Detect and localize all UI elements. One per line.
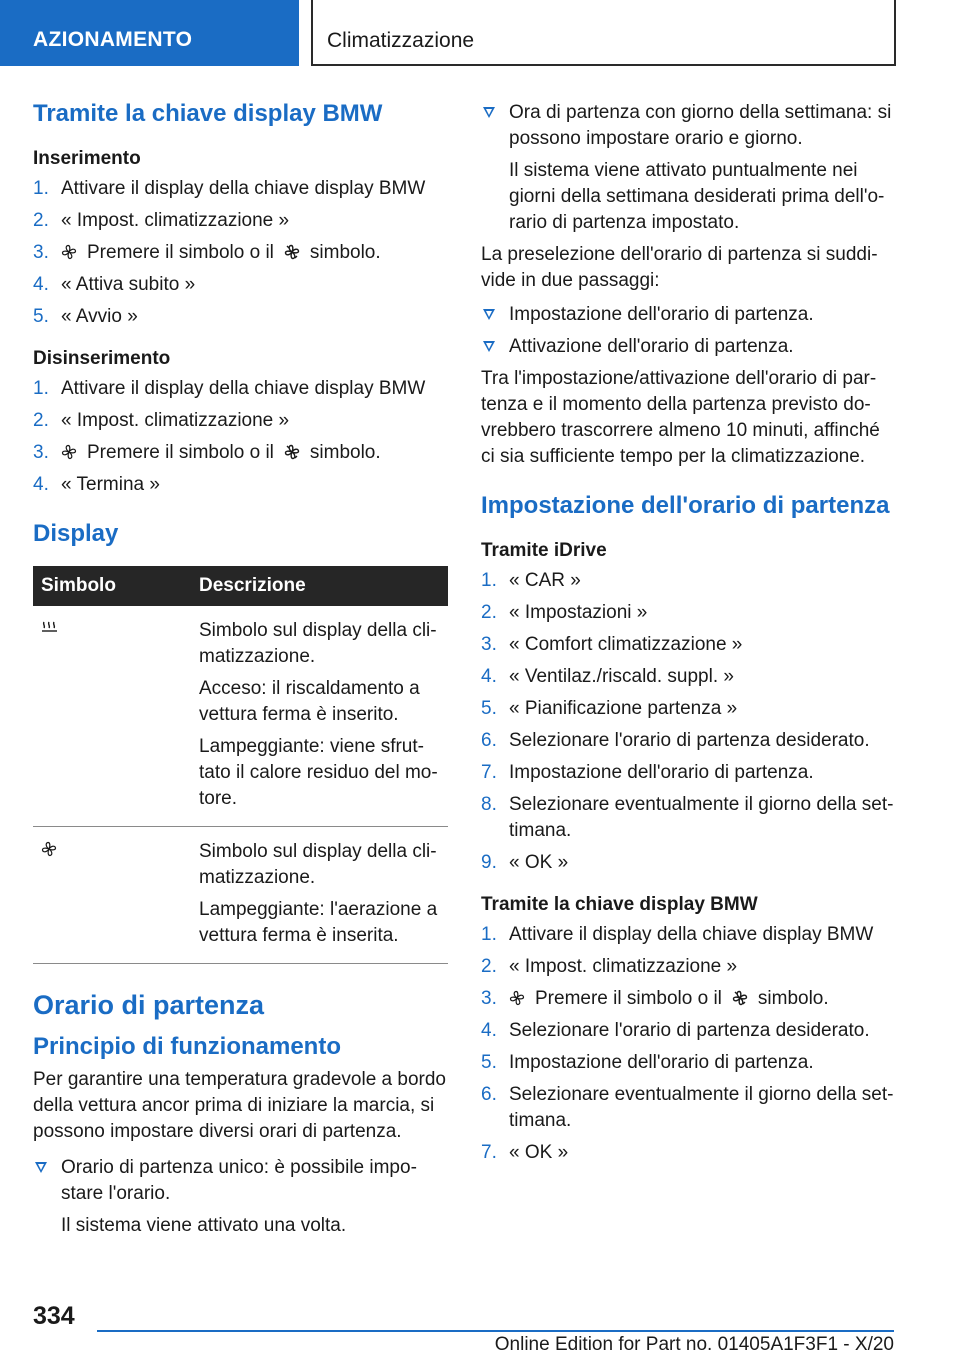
display-heading: Display	[33, 520, 119, 547]
list-item: 4. « Attiva subito »	[33, 274, 196, 295]
list-item: 5. « Pianificazione partenza »	[481, 698, 738, 719]
list-item: 2. « Impostazioni »	[481, 602, 648, 623]
disinserimento-title: Disinserimento	[33, 348, 171, 369]
list-item: 4. Selezionare l'orario di partenza desiderato.	[481, 1020, 870, 1041]
table-header-descrizione: Descrizione	[191, 566, 448, 606]
list-item: Orario di partenza unico: è possibile impo-stare l'orario. Il sistema viene attivato una volta.	[33, 1155, 448, 1239]
list-item: Attivazione dell'orario di partenza.	[481, 334, 896, 360]
left-column	[33, 100, 448, 1245]
list-item: 1. Attivare il display della chiave display BMW	[481, 924, 874, 945]
list-item: 4. « Ventilaz./riscald. suppl. »	[481, 666, 734, 687]
fan-heat-icon	[732, 990, 748, 1006]
list-item: 5. Impostazione dell'orario di partenza.	[481, 1052, 814, 1073]
header-section-tab	[0, 0, 299, 66]
heading-chiave-display: Tramite la chiave display BMW	[33, 100, 383, 127]
page-number: 334	[33, 1302, 75, 1330]
footer-divider	[97, 1330, 894, 1332]
list-item: 3. « Comfort climatizzazione »	[481, 634, 743, 655]
list-item: 1. Attivare il display della chiave display BMW	[33, 178, 426, 199]
impostazione-heading: Impostazione dell'orario di partenza	[481, 492, 890, 519]
preselezione-text: La preselezione dell'orario di partenza si suddi-vide in due passaggi:	[481, 244, 878, 291]
tra-text: Tra l'impostazione/attivazione dell'orario di par-tenza e il momento della partenza previsto do-vrebbero trascorrere almeno 10 minuti, affinché ci sia sufficiente tempo per la climatizzazione.	[481, 368, 880, 467]
triangle-bullet-icon	[483, 107, 495, 118]
triangle-bullet-icon	[483, 341, 495, 352]
list-item: 5. « Avvio »	[33, 306, 138, 327]
list-item: 2. « Impost. climatizzazione »	[33, 210, 290, 231]
list-item: 3. Premere il simbolo o il simbolo.	[33, 242, 381, 263]
disinserimento-steps	[33, 376, 448, 498]
list-item: 2. « Impost. climatizzazione »	[481, 956, 738, 977]
heating-icon	[41, 620, 59, 636]
right-column	[481, 100, 896, 1172]
symbol-table	[33, 566, 448, 964]
table-cell-description: Simbolo sul display della cli-matizzazione. Acceso: il riscaldamento a vettura ferma è inserito. Lampeggiante: viene sfrut-tato il calore residuo del mo-tore.	[191, 606, 448, 827]
table-header-simbolo: Simbolo	[33, 566, 191, 606]
triangle-bullet-icon	[35, 1162, 47, 1173]
list-item: 6. Selezionare eventualmente il giorno della set-timana.	[481, 1084, 894, 1131]
list-item: 7. « OK »	[481, 1142, 569, 1163]
principio-heading: Principio di funzionamento	[33, 1033, 341, 1060]
list-item: 3. Premere il simbolo o il simbolo.	[481, 988, 829, 1009]
orario-bullets	[33, 1155, 448, 1239]
list-item: 7. Impostazione dell'orario di partenza.	[481, 762, 814, 783]
list-item: 9. « OK »	[481, 852, 569, 873]
header-chapter-tab	[311, 0, 896, 66]
preselezione-list	[481, 302, 896, 360]
list-item: 3. Premere il simbolo o il simbolo.	[33, 442, 381, 463]
orario-heading: Orario di partenza	[33, 990, 265, 1020]
key-steps	[481, 922, 896, 1166]
list-item: 2. « Impost. climatizzazione »	[33, 410, 290, 431]
header-section-label: AZIONAMENTO	[33, 28, 193, 51]
list-item: 1. « CAR »	[481, 570, 581, 591]
list-item: 4. « Termina »	[33, 474, 160, 495]
table-cell-description: Simbolo sul display della cli-matizzazione. Lampeggiante: l'aerazione a vettura ferma è inserita.	[191, 827, 448, 964]
orario-bullets-cont	[481, 100, 896, 236]
list-item: 8. Selezionare eventualmente il giorno della set-timana.	[481, 794, 894, 841]
fan-icon	[509, 990, 525, 1006]
list-item: 1. Attivare il display della chiave display BMW	[33, 378, 426, 399]
table-cell-symbol	[33, 827, 191, 964]
list-item: Ora di partenza con giorno della settimana: si possono impostare orario e giorno. Il sistema viene attivato puntualmente nei giorni della settimana desiderati prima dell'o-rario di partenza impostato.	[481, 100, 896, 236]
idrive-steps	[481, 568, 896, 876]
list-item: 6. Selezionare l'orario di partenza desiderato.	[481, 730, 870, 751]
table-header-row	[33, 566, 448, 606]
fan-heat-icon	[284, 244, 300, 260]
header-chapter-label: Climatizzazione	[327, 29, 475, 52]
inserimento-steps	[33, 176, 448, 330]
triangle-bullet-icon	[483, 309, 495, 320]
idrive-title: Tramite iDrive	[481, 540, 607, 561]
key-title: Tramite la chiave display BMW	[481, 894, 758, 915]
list-item: Impostazione dell'orario di partenza.	[481, 302, 896, 328]
fan-icon	[61, 444, 77, 460]
footer-edition: Online Edition for Part no. 01405A1F3F1 - X/20	[494, 1334, 894, 1355]
table-row	[33, 606, 448, 827]
fan-icon	[61, 244, 77, 260]
table-row	[33, 827, 448, 964]
fan-icon	[41, 841, 57, 857]
table-cell-symbol	[33, 606, 191, 827]
principio-text: Per garantire una temperatura gradevole a bordo della vettura ancor prima di iniziare la marcia, si possono impostare diversi orari di partenza.	[33, 1069, 446, 1142]
fan-heat-icon	[284, 444, 300, 460]
inserimento-title: Inserimento	[33, 148, 141, 169]
